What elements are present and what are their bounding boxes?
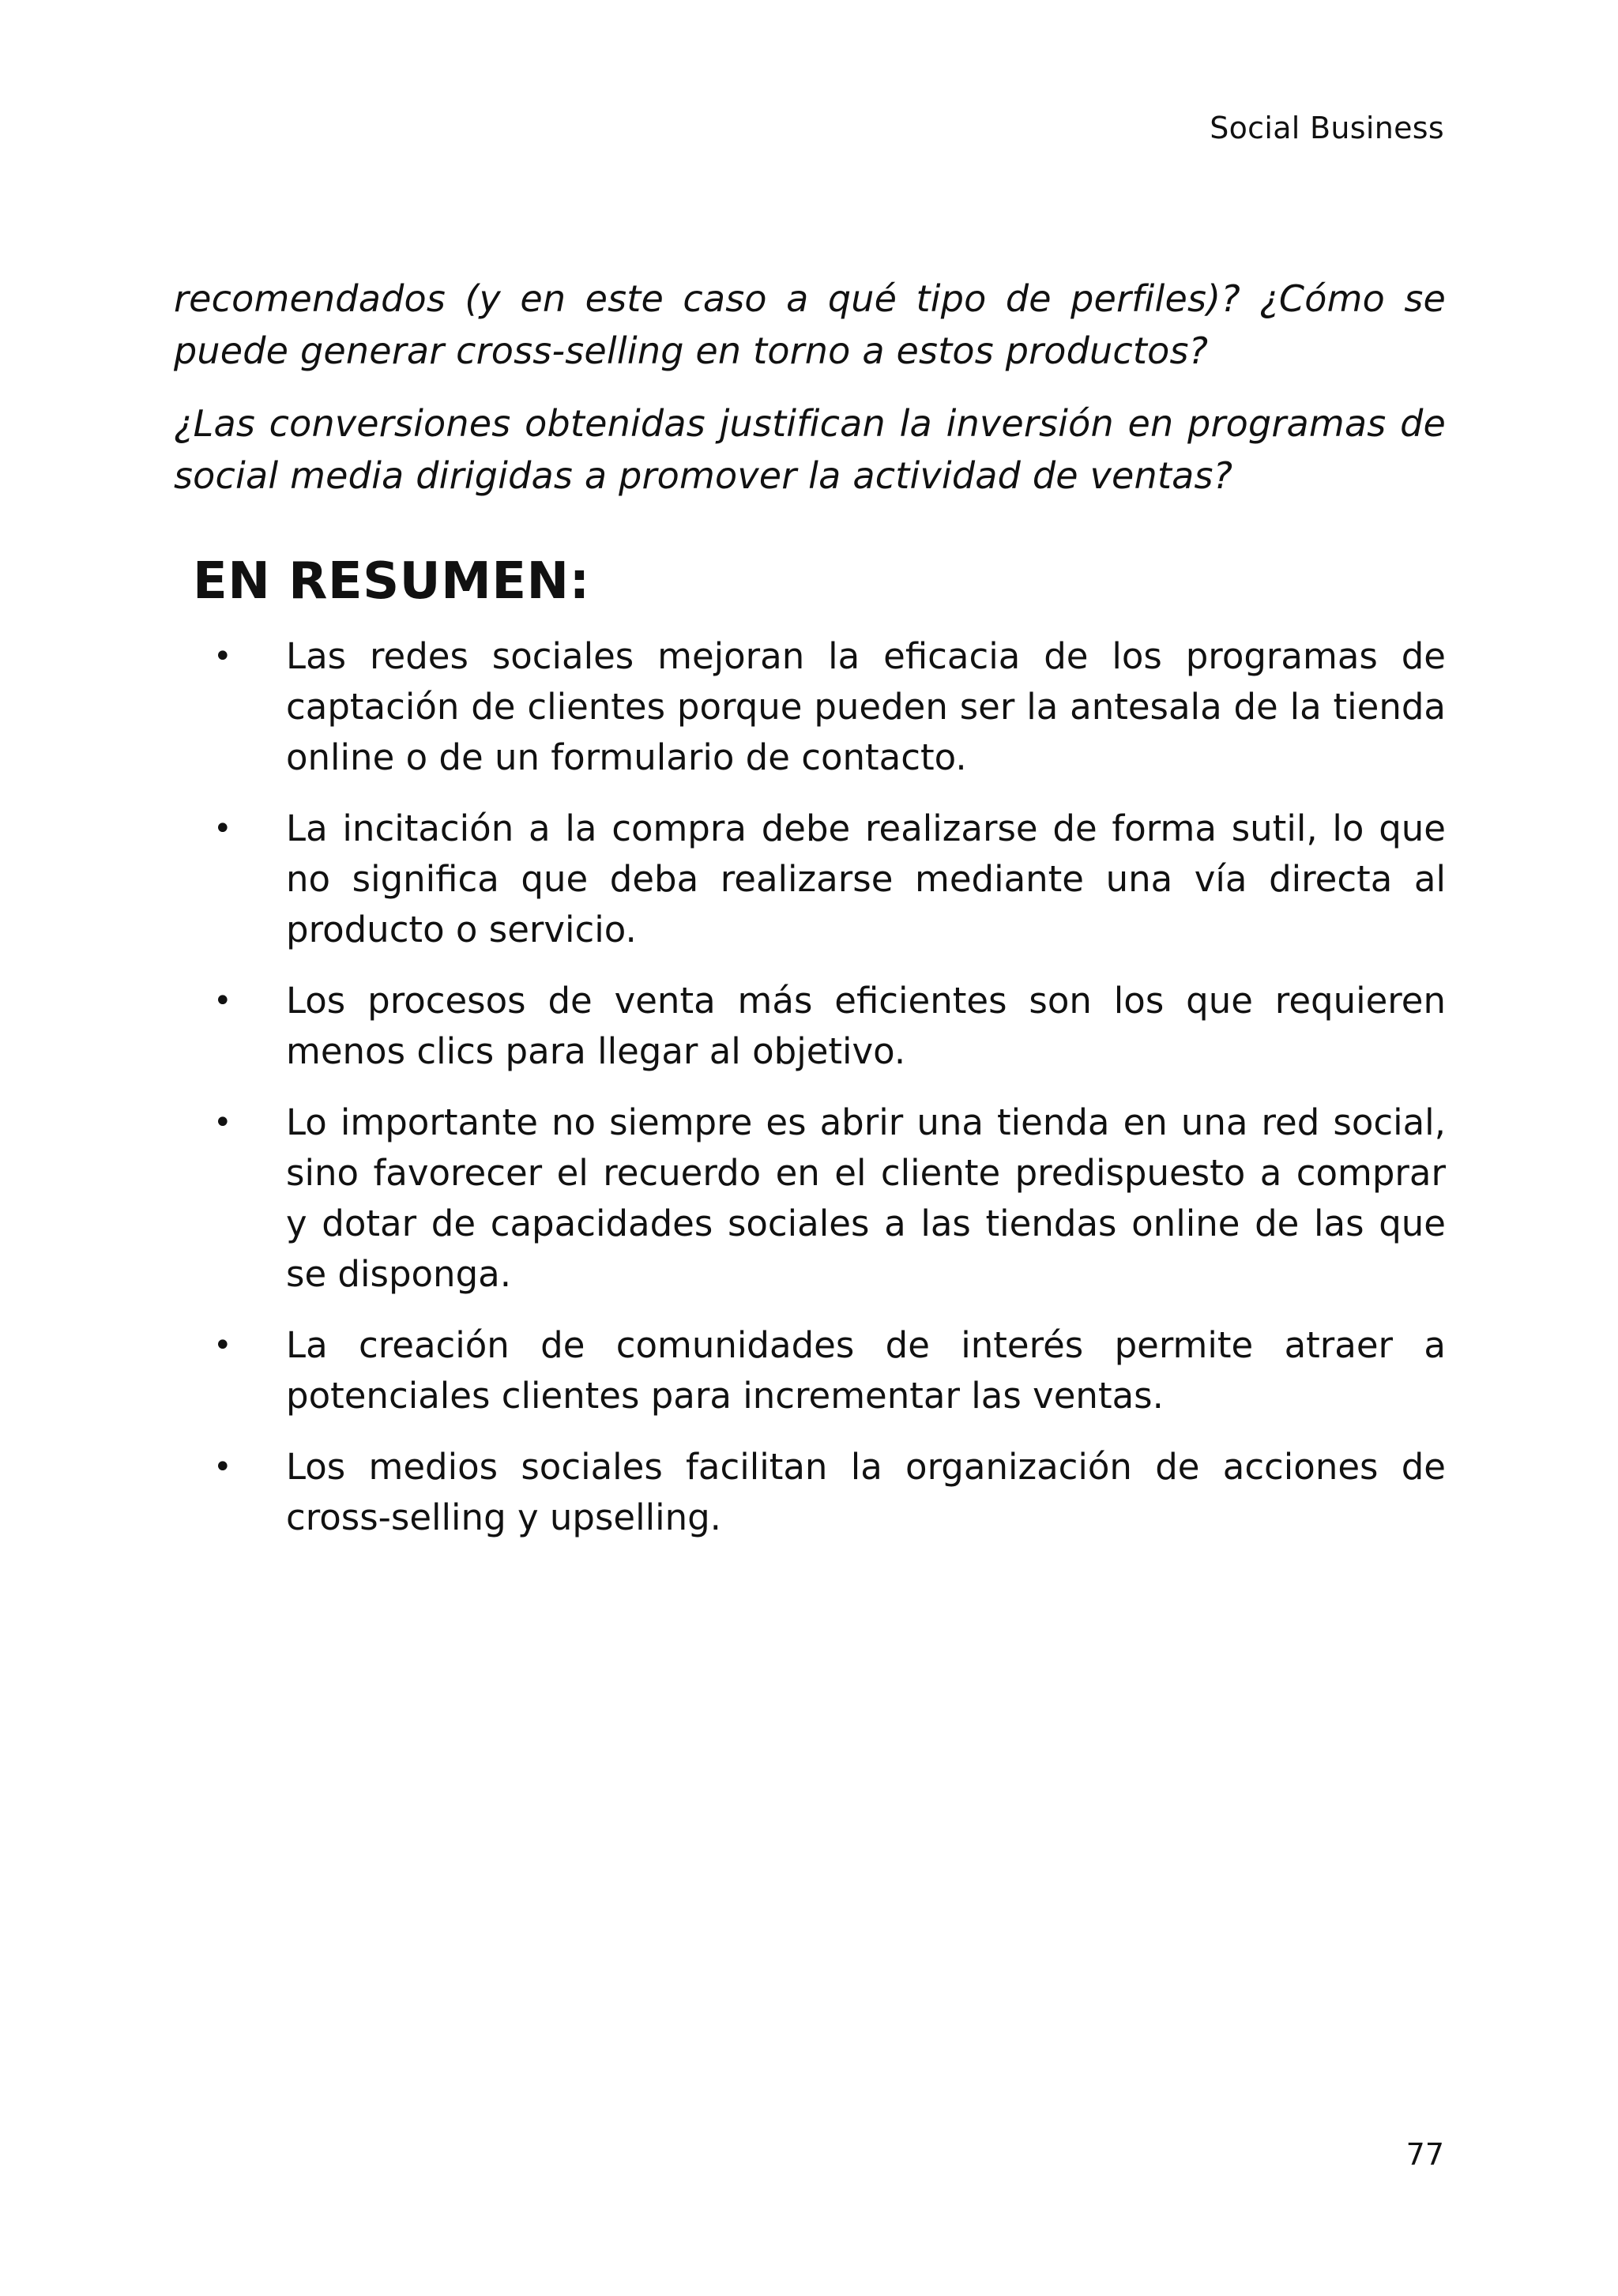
summary-heading: EN RESUMEN: (193, 552, 590, 611)
intro-question-paragraph: ¿Las conversiones obtenidas justifican la inversión en programas de social media dirigidas a promover la actividad de ventas? (174, 402, 1446, 497)
bullet-icon: • (213, 1327, 232, 1364)
summary-list-item (174, 1097, 1446, 1300)
summary-item-text: La creación de comunidades de interés permite atraer a potenciales clientes para incrementar las ventas. (286, 1324, 1446, 1417)
bullet-icon: • (213, 638, 232, 675)
bullet-icon: • (213, 983, 232, 1019)
bullet-icon: • (213, 1449, 232, 1485)
running-header: Social Business (1210, 111, 1444, 145)
summary-list-item (174, 631, 1446, 783)
summary-list-item (174, 804, 1446, 955)
intro-paragraph: recomendados (y en este caso a qué tipo de perfiles)? ¿Cómo se puede generar cross-selling en torno a estos productos? (174, 277, 1446, 372)
summary-item-text: Las redes sociales mejoran la eficacia de los programas de captación de clientes porque pueden ser la antesala de la tienda online o de un formulario de contacto. (286, 635, 1446, 778)
summary-item-text: Los medios sociales facilitan la organización de acciones de cross-selling y upselling. (286, 1446, 1446, 1538)
summary-item-text: Los procesos de venta más eficientes son los que requieren menos clics para llegar al objetivo. (286, 980, 1446, 1072)
summary-item-text: La incitación a la compra debe realizarse de forma sutil, lo que no significa que deba realizarse mediante una vía directa al producto o servicio. (286, 807, 1446, 950)
bullet-icon: • (213, 811, 232, 847)
summary-list-item (174, 1442, 1446, 1543)
page-body (174, 273, 1446, 1564)
summary-list-item (174, 1320, 1446, 1421)
summary-item-text: Lo importante no siempre es abrir una tienda en una red social, sino favorecer el recuerdo en el cliente predispuesto a comprar y dotar de capacidades sociales a las tiendas online de las que se disponga. (286, 1101, 1446, 1295)
summary-list-item (174, 976, 1446, 1077)
summary-list (174, 631, 1446, 1543)
bullet-icon: • (213, 1105, 232, 1141)
page-number: 77 (1405, 2137, 1444, 2172)
